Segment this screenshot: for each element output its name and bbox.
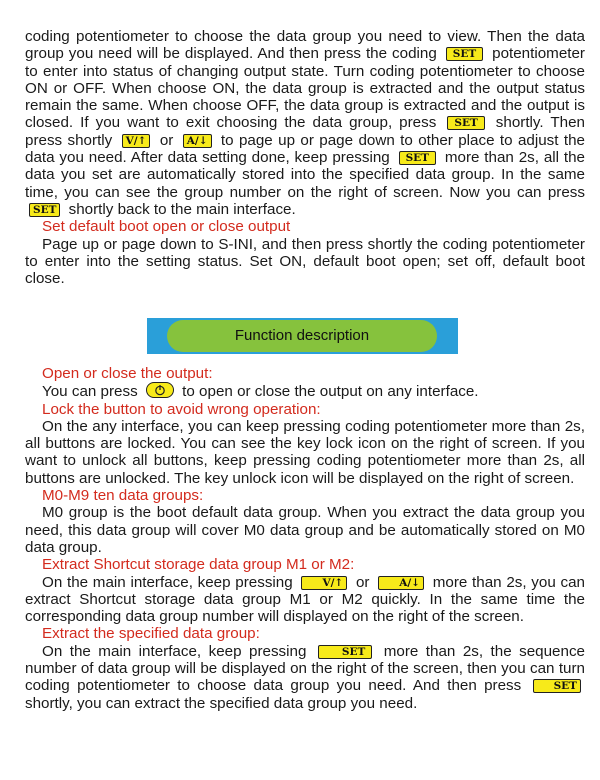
set-key-icon: SET — [399, 151, 436, 165]
heading-open-close: Open or close the output: — [42, 365, 213, 382]
text: or — [355, 573, 370, 591]
v-up-key-icon: V/↑ — [122, 134, 151, 148]
paragraph-default-boot: Page up or page down to S-INI, and then press shortly the coding potentiometer to enter into the setting status. Set ON, default boot open; set off, default boot close. — [25, 235, 585, 288]
set-key-icon: SET — [446, 47, 483, 61]
text: to open or close the output on any interface. — [182, 383, 479, 401]
paragraph-shortcut — [25, 574, 585, 626]
paragraph-specified — [25, 643, 585, 712]
heading-shortcut: Extract Shortcut storage data group M1 or M2: — [42, 556, 355, 574]
a-down-key-icon: A/↓ — [183, 134, 212, 148]
set-key-icon: SET — [318, 645, 372, 659]
function-description-section — [25, 365, 585, 712]
text: shortly. Then press shortly — [25, 114, 585, 149]
text: shortly, you can extract the specified data group you need. — [25, 694, 418, 712]
paragraph-open-close — [25, 382, 585, 400]
power-key-icon — [146, 382, 174, 398]
paragraph-lock: On the any interface, you can keep pressing coding potentiometer more than 2s, all buttons are locked. You can see the key lock icon on the right of screen. If you want to unlock all buttons, keep pressing coding potentiometer more than 2s, all buttons are unlocked. The key unlock icon will be displayed on the right of screen. — [25, 417, 585, 487]
text: more than 2s, all the data you set are automatically stored into the specified data group. In the same time, you can see the group number on the right of screen. Now you can press — [25, 149, 585, 201]
set-key-icon: SET — [29, 203, 60, 217]
text: potentiometer to enter into status of changing output state. Turn coding potentiometer to choose ON or OFF. When choose ON, the data group is extracted and the output status remain the same. When choose OFF, the data group is extracted and the output is closed. If you want to exit choosing the data group, press — [25, 45, 585, 132]
text: more than 2s, you can extract Shortcut storage data group M1 or M2 quickly. In the same time the corresponding data group number will displayed on the right of the screen. — [25, 573, 585, 626]
a-down-key-icon: A/↓ — [378, 576, 424, 590]
text: shortly back to the main interface. — [68, 200, 296, 218]
function-description-title: Function description — [167, 320, 437, 352]
top-section — [25, 28, 585, 287]
paragraph-data-group-selection — [25, 28, 585, 218]
paragraph-m0-m9: M0 group is the boot default data group. When you extract the data group you need, this data group will cover M0 data group and be automatically stored on M0 data group. — [25, 504, 585, 556]
heading-specified: Extract the specified data group: — [42, 625, 260, 643]
v-up-key-icon: V/↑ — [301, 576, 347, 590]
text: On the main interface, keep pressing — [42, 573, 293, 591]
heading-lock: Lock the button to avoid wrong operation: — [42, 400, 321, 418]
text: more than 2s, the sequence number of data group will be displayed on the right of the screen, then you can turn coding potentiometer to choose data group you need. And then press — [25, 642, 585, 695]
set-key-icon: SET — [533, 679, 581, 693]
text: or — [159, 131, 174, 149]
text: On the main interface, keep pressing — [42, 642, 307, 660]
function-description-banner — [147, 318, 458, 354]
text: You can press — [42, 383, 138, 401]
heading-m0-m9: M0-M9 ten data groups: — [42, 487, 204, 505]
text: coding potentiometer to choose the data group you need to view. Then the data group you need will be displayed. And then press the coding — [25, 28, 585, 63]
text: to page up or page down to other place to adjust the data you need. After data setting done, keep pressing — [25, 131, 585, 167]
set-key-icon: SET — [447, 116, 484, 130]
heading-default-boot: Set default boot open or close output — [42, 218, 291, 236]
